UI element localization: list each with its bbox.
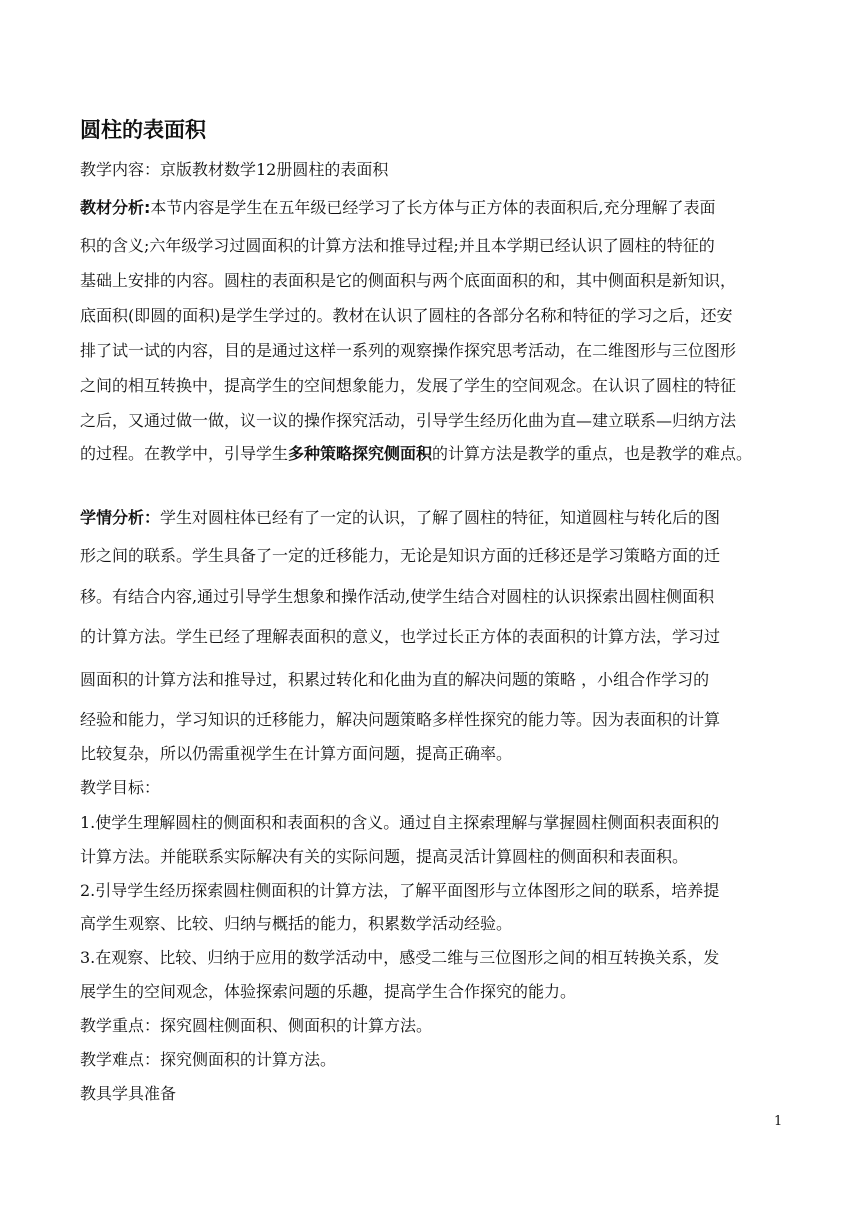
analysis-emphasis: 多种策略探究侧面积 xyxy=(288,444,433,463)
goal-line: 高学生观察、比较、归纳与概括的能力，积累数学活动经验。 xyxy=(80,914,513,933)
analysis-line: 基础上安排的内容。圆柱的表面积是它的侧面积与两个底面面积的和，其中侧面积是新知识， xyxy=(80,271,737,290)
situation-line: 比较复杂，所以仍需重视学生在计算方面问题，提高正确率。 xyxy=(80,744,513,763)
teaching-content-line: 教学内容：京版教材数学12册圆柱的表面积 xyxy=(80,160,389,179)
situation-line: 圆面积的计算方法和推导过，积累过转化和化曲为直的解决问题的策略 ，小组合作学习的 xyxy=(80,670,710,689)
difficulty-line: 教学难点：探究侧面积的计算方法。 xyxy=(80,1050,337,1069)
situation-line: 的计算方法。学生已经了理解表面积的意义，也学过长正方体的表面积的计算方法，学习过 xyxy=(80,627,721,646)
goal-line: 3.在观察、比较、归纳于应用的数学活动中，感受二维与三位图形之间的相互转换关系，发 xyxy=(80,948,720,967)
document-title: 圆柱的表面积 xyxy=(80,118,206,142)
goals-heading: 教学目标： xyxy=(80,778,161,797)
analysis-line: 排了试一试的内容，目的是通过这样一系列的观察操作探究思考活动，在二维图形与三位图形 xyxy=(80,341,737,360)
analysis-text: 本节内容是学生在五年级已经学习了长方体与正方体的表面积后,充分理解了表面 xyxy=(150,198,716,217)
analysis-line: 之间的相互转换中，提高学生的空间想象能力，发展了学生的空间观念。在认识了圆柱的特征 xyxy=(80,376,737,395)
page-number: 1 xyxy=(774,1114,783,1129)
goal-line: 1.使学生理解圆柱的侧面积和表面积的含义。通过自主探索理解与掌握圆柱侧面积表面积的 xyxy=(80,813,720,832)
analysis-line: 之后，又通过做一做，议一议的操作探究活动，引导学生经历化曲为直—建立联系—归纳方法 xyxy=(80,411,737,430)
analysis-text: 的过程。在教学中，引导学生 xyxy=(80,444,289,463)
analysis-line-last xyxy=(80,441,752,464)
situation-line xyxy=(80,505,720,528)
analysis-label: 教材分析: xyxy=(80,198,151,217)
materials-line: 教具学具准备 xyxy=(80,1084,177,1103)
situation-label: 学情分析： xyxy=(80,508,161,527)
analysis-line: 底面积(即圆的面积)是学生学过的。教材在认识了圆柱的各部分名称和特征的学习之后，还安 xyxy=(80,306,733,325)
analysis-line xyxy=(80,195,716,218)
analysis-line: 积的含义;六年级学习过圆面积的计算方法和推导过程;并且本学期已经认识了圆柱的特征的 xyxy=(80,236,715,255)
situation-text: 学生对圆柱体已经有了一定的认识，了解了圆柱的特征，知道圆柱与转化后的图 xyxy=(160,508,721,527)
goal-line: 2.引导学生经历探索圆柱侧面积的计算方法，了解平面图形与立体图形之间的联系，培养提 xyxy=(80,881,720,900)
situation-line: 移。有结合内容,通过引导学生想象和操作活动,使学生结合对圆柱的认识探索出圆柱侧面积 xyxy=(80,587,715,606)
goal-line: 计算方法。并能联系实际解决有关的实际问题，提高灵活计算圆柱的侧面积和表面积。 xyxy=(80,847,689,866)
key-point-line: 教学重点：探究圆柱侧面积、侧面积的计算方法。 xyxy=(80,1016,433,1035)
goal-line: 展学生的空间观念，体验探索问题的乐趣，提高学生合作探究的能力。 xyxy=(80,982,577,1001)
situation-line: 形之间的联系。学生具备了一定的迁移能力，无论是知识方面的迁移还是学习策略方面的迁 xyxy=(80,546,721,565)
situation-line: 经验和能力，学习知识的迁移能力，解决问题策略多样性探究的能力等。因为表面积的计算 xyxy=(80,710,721,729)
analysis-text: 的计算方法是教学的重点，也是教学的难点。 xyxy=(432,444,753,463)
